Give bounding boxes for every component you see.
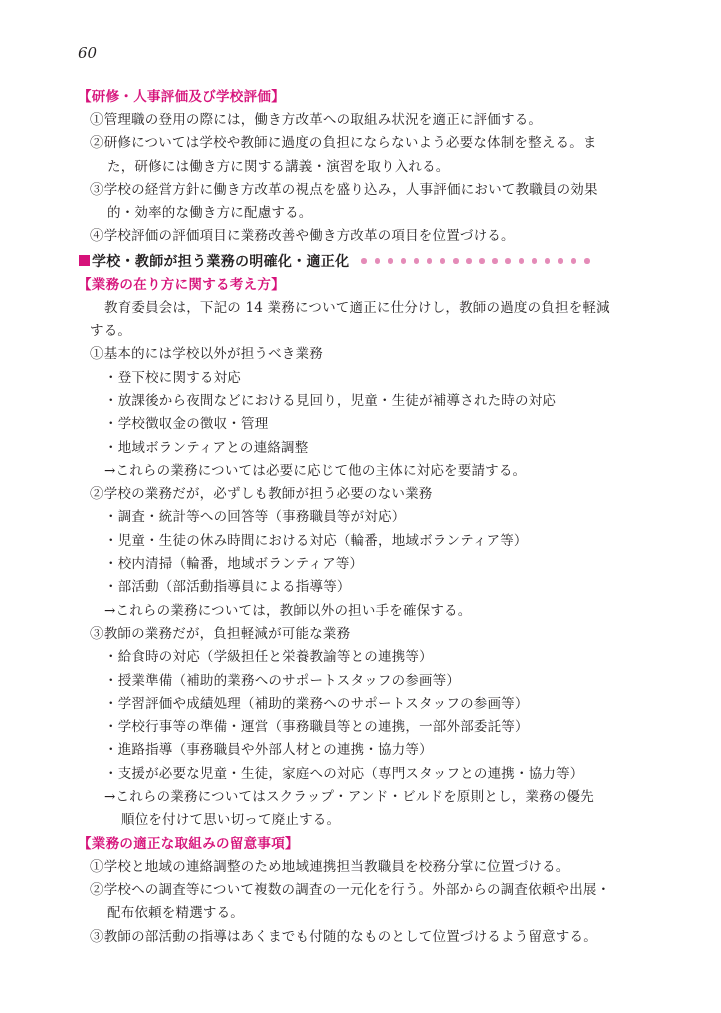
kenshu-item-3-cont: 的・効率的な働き方に配慮する。: [107, 205, 313, 222]
kenshu-item-3: ③学校の経営方針に働き方改革の視点を盛り込み，人事評価において教職員の効果: [90, 181, 598, 198]
section-title: 学校・教師が担う業務の明確化・適正化: [92, 253, 350, 270]
ryuui-item-3: ③教師の部活動の指導はあくまでも付随的なものとして位置づけるよう留意する。: [90, 928, 597, 945]
group-3-note: →これらの業務についてはスクラップ・アンド・ビルドを原則とし，業務の優先: [104, 789, 594, 806]
ryuui-item-1: ①学校と地域の連絡調整のため地域連携担当教職員を校務分掌に位置づける。: [90, 858, 570, 875]
group-2-bullet: ・調査・統計等への回答等（事務職員等が対応）: [104, 509, 406, 526]
group-2-note: →これらの業務については，教師以外の担い手を確保する。: [104, 602, 472, 619]
arikata-intro-cont: する。: [90, 323, 132, 340]
group-1-bullet: ・学校徴収金の徴収・管理: [104, 416, 269, 433]
ryuui-heading: 【業務の適正な取組みの留意事項】: [78, 835, 299, 852]
kenshu-item-2: ②研修については学校や教師に過度の負担にならないよう必要な体制を整える。ま: [90, 135, 597, 152]
section-square-icon: [79, 255, 90, 266]
ryuui-item-2: ②学校への調査等について複数の調査の一元化を行う。外部からの調査依頼や出展・: [90, 881, 611, 898]
group-1-title: ①基本的には学校以外が担うべき業務: [90, 346, 323, 363]
group-2-bullet: ・部活動（部活動指導員による指導等）: [104, 579, 351, 596]
group-3-title: ③教師の業務だが，負担軽減が可能な業務: [90, 625, 351, 642]
page-content: [78, 86, 638, 949]
group-2-bullet: ・校内清掃（輪番，地域ボランティア等）: [104, 556, 364, 573]
group-3-bullet: ・授業準備（補助的業務へのサポートスタッフの参画等）: [104, 672, 461, 689]
group-1-note: →これらの業務については必要に応じて他の主体に対応を要請する。: [104, 462, 527, 479]
kenshu-item-2-cont: た，研修には働き方に関する講義・演習を取り入れる。: [107, 158, 450, 175]
kenshu-heading: 【研修・人事評価及び学校評価】: [78, 89, 285, 105]
group-3-bullet: ・給食時の対応（学級担任と栄養教諭等との連携等）: [104, 649, 433, 666]
group-2-title: ②学校の業務だが，必ずしも教師が担う必要のない業務: [90, 486, 433, 503]
arikata-heading: 【業務の在り方に関する考え方】: [78, 276, 285, 293]
group-3-bullet: ・支援が必要な児童・生徒，家庭への対応（専門スタッフとの連携・協力等）: [104, 765, 584, 782]
section-heading: [78, 248, 638, 274]
group-2-bullet: ・児童・生徒の休み時間における対応（輪番，地域ボランティア等）: [104, 532, 528, 549]
group-1-bullet: ・登下校に関する対応: [104, 369, 241, 386]
page-number: 60: [78, 44, 98, 62]
group-3-bullet: ・学習評価や成績処理（補助的業務へのサポートスタッフの参画等）: [104, 695, 529, 712]
kenshu-item-1: ①管理職の登用の際には，働き方改革への取組み状況を適正に評価する。: [90, 112, 543, 128]
section-dot-leader: [361, 258, 589, 264]
group-1-bullet: ・放課後から夜間などにおける見回り，児童・生徒が補導された時の対応: [104, 392, 557, 409]
ryuui-item-2-cont: 配布依頼を精選する。: [107, 905, 244, 922]
group-3-bullet: ・進路指導（事務職員や外部人材との連携・協力等）: [104, 742, 433, 759]
group-3-note-cont: 順位を付けて思い切って廃止する。: [121, 812, 341, 829]
group-3-bullet: ・学校行事等の準備・運営（事務職員等との連携，一部外部委託等）: [104, 719, 529, 736]
kenshu-item-4: ④学校評価の評価項目に業務改善や働き方改革の項目を位置づける。: [90, 228, 515, 245]
group-1-bullet: ・地域ボランティアとの連絡調整: [104, 439, 309, 456]
arikata-intro: 教育委員会は，下記の 14 業務について適正に仕分けし，教師の過度の負担を軽減: [104, 299, 610, 316]
